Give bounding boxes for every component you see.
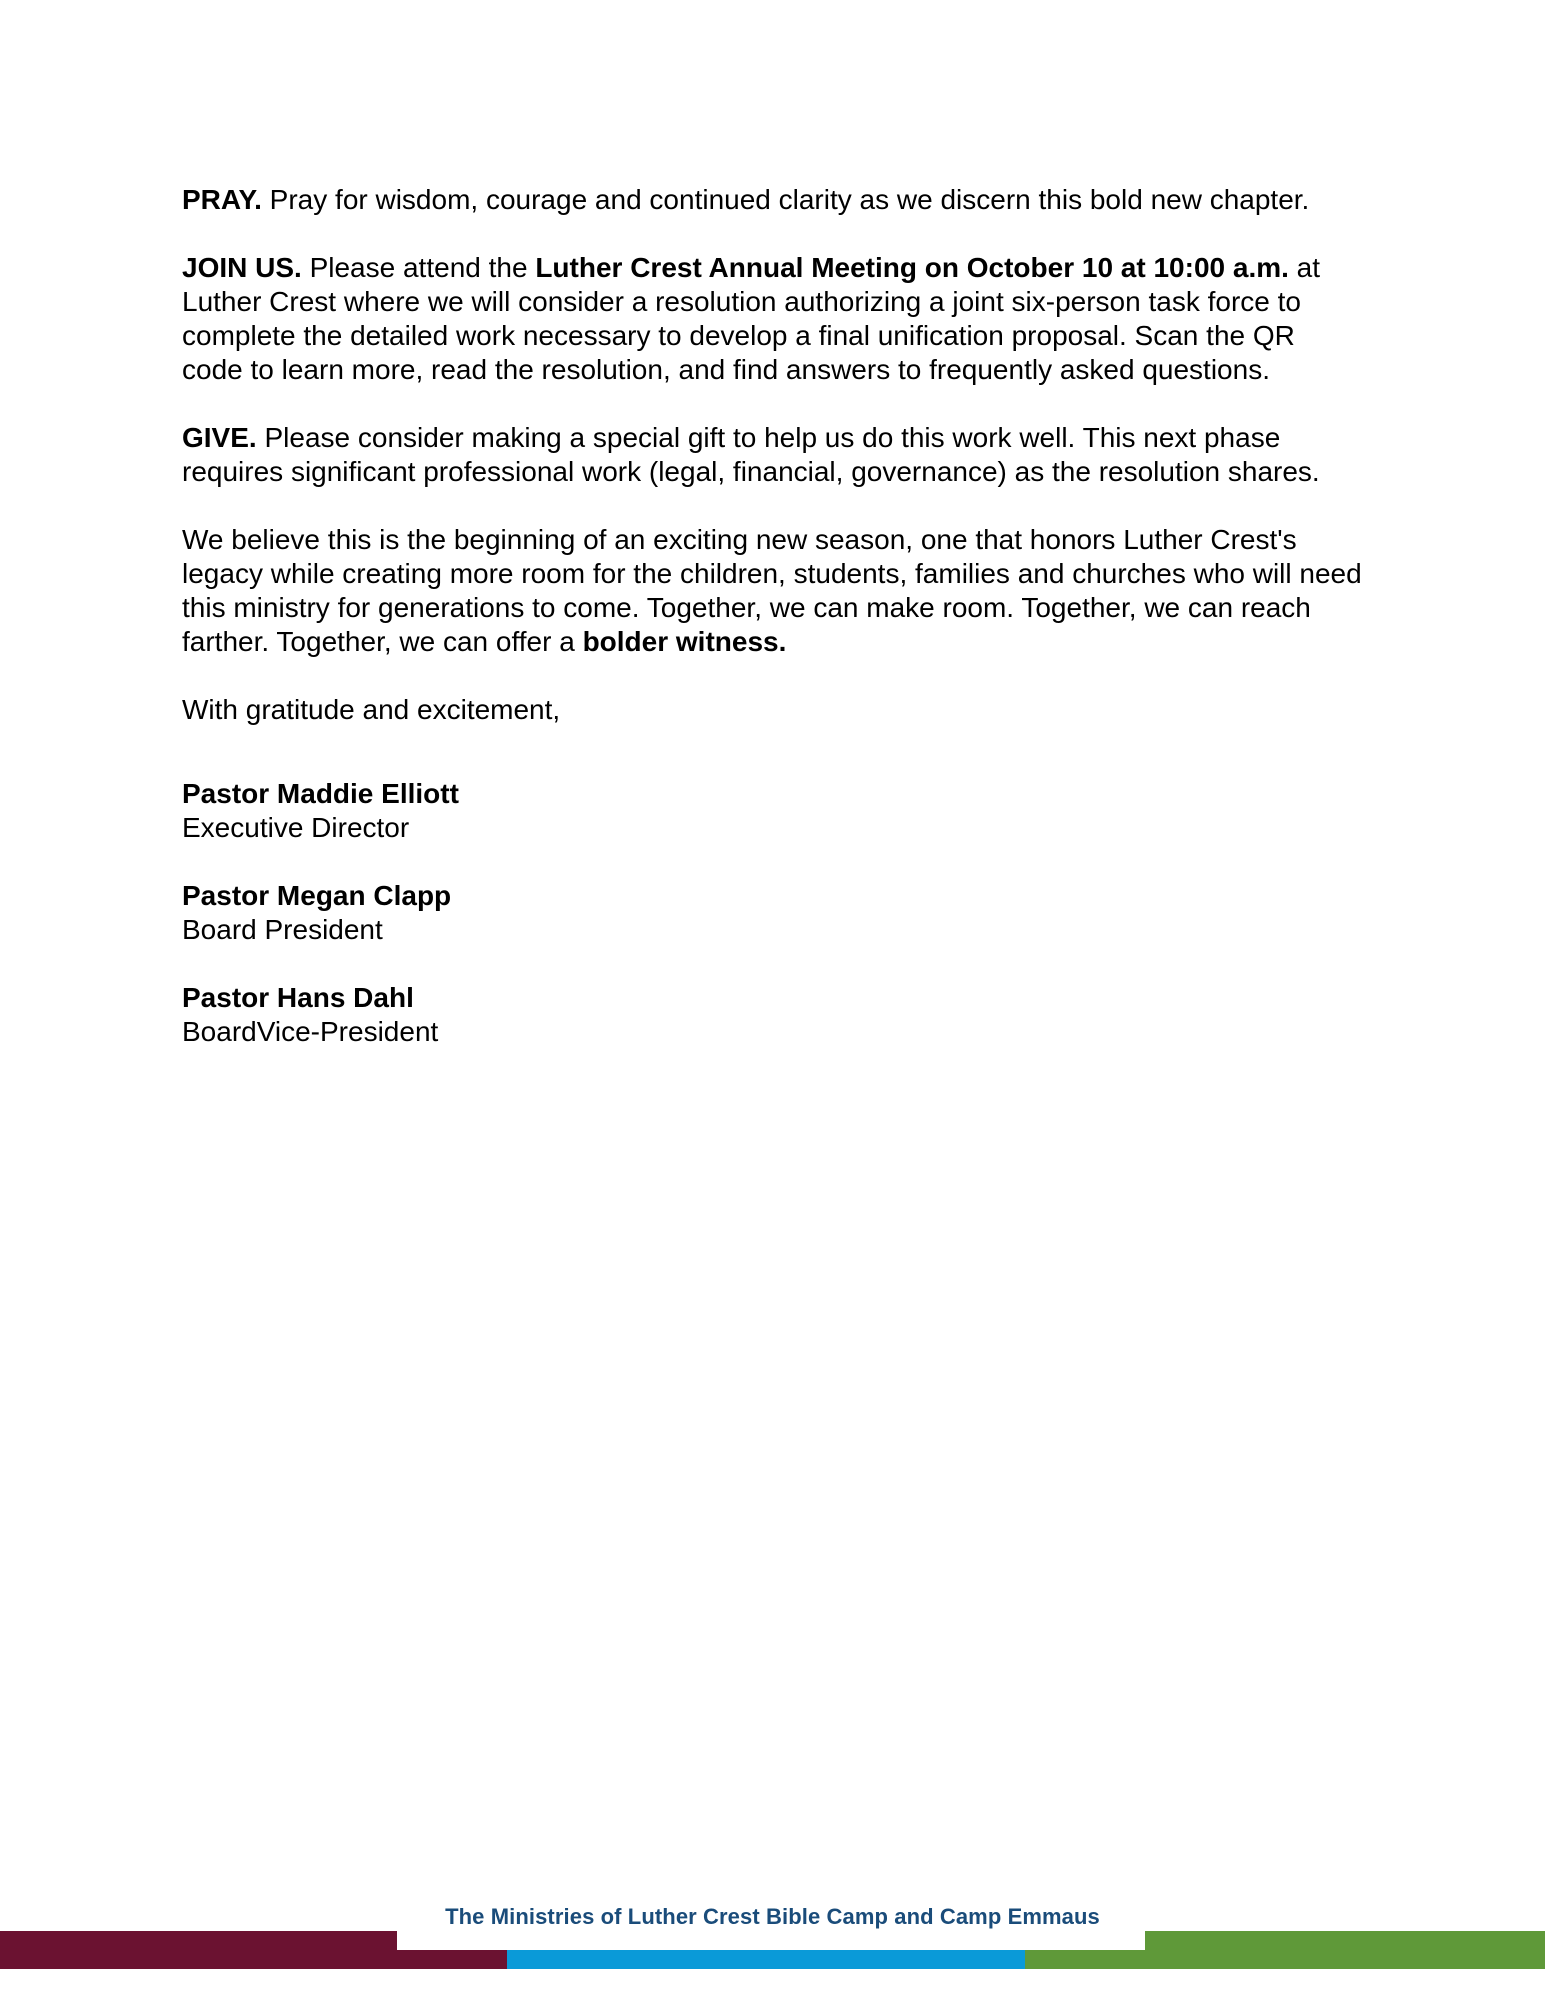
give-paragraph bbox=[182, 421, 1362, 489]
pray-paragraph bbox=[182, 183, 1362, 217]
footer-band-label-area bbox=[397, 1931, 1145, 1950]
pray-text: Pray for wisdom, courage and continued clarity as we discern this bold new chapter. bbox=[261, 184, 1310, 215]
annual-meeting-details: Luther Crest Annual Meeting on October 10 at 10:00 a.m. bbox=[535, 252, 1289, 283]
signature-spacer bbox=[182, 761, 1362, 777]
signatory-name: Pastor Megan Clapp bbox=[182, 880, 452, 911]
pray-lead: PRAY. bbox=[182, 184, 262, 215]
join-text-2: at Luther Crest where we will consider a resolution authorizing a joint six-person task force to complete the detailed work necessary to develop a final unification proposal. Scan the QR code to learn more, read the resolution, and find answers to frequently asked questions. bbox=[182, 252, 1321, 385]
give-text-1: Please consider making a special gift to help us do this work well. This next phase bbox=[256, 422, 1281, 453]
footer-ministries-text: The Ministries of Luther Crest Bible Camp and Camp Emmaus bbox=[445, 1904, 1100, 1929]
give-lead: GIVE. bbox=[182, 422, 257, 453]
signature-block bbox=[182, 981, 1362, 1049]
signature-block bbox=[182, 879, 1362, 947]
signature-block bbox=[182, 777, 1362, 845]
closing-text: We believe this is the beginning of an exciting new season, one that honors Luther Crest's legacy while creating more room for the children, students, families and churches who will need this ministry for generations to come. Together, we can make room. Together, we can reach farther. Together, we can offer a bbox=[182, 524, 1362, 657]
closing-bold: bolder witness. bbox=[582, 626, 787, 657]
signatory-name: Pastor Hans Dahl bbox=[182, 982, 414, 1013]
signatory-role: Executive Director bbox=[182, 812, 410, 843]
join-paragraph bbox=[182, 251, 1362, 387]
give-text-2: requires significant professional work (legal, financial, governance) as the resolution shares. bbox=[182, 456, 1320, 487]
join-text-1: Please attend the bbox=[301, 252, 536, 283]
closing-paragraph bbox=[182, 523, 1362, 659]
signatory-name: Pastor Maddie Elliott bbox=[182, 778, 459, 809]
salutation: With gratitude and excitement, bbox=[182, 694, 561, 725]
footer-bar-blue bbox=[507, 1950, 1025, 1969]
signatory-role: BoardVice-President bbox=[182, 1016, 439, 1047]
join-lead: JOIN US. bbox=[182, 252, 302, 283]
letter-body bbox=[182, 183, 1362, 1083]
signatory-role: Board President bbox=[182, 914, 383, 945]
